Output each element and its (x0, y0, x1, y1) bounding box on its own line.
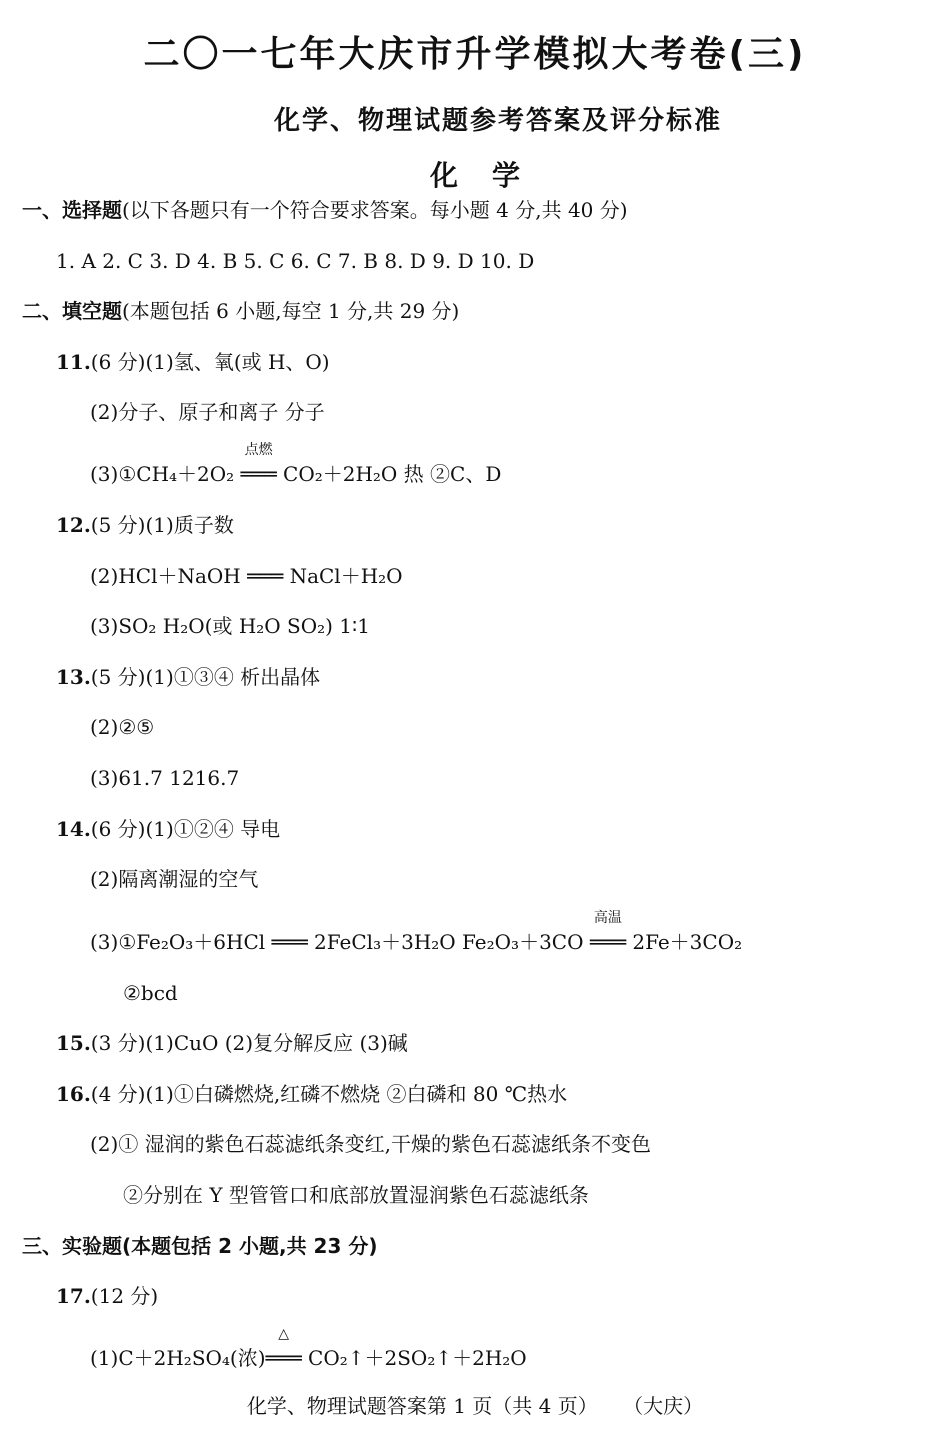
answer-text: (12 分) (90, 1284, 159, 1308)
question-12 (56, 513, 234, 537)
reaction-arrow (265, 1326, 302, 1370)
section-3-header (22, 1234, 377, 1258)
answer-text: (3 分)(1)CuO (2)复分解反应 (3)碱 (90, 1031, 408, 1055)
question-number: 16. (56, 1082, 91, 1106)
q16-part-2: (2)① 湿润的紫色石蕊滤纸条变红,干燥的紫色石蕊滤纸条不变色 (90, 1132, 652, 1156)
q13-part-2: (2)②⑤ (90, 715, 155, 739)
document-subtitle: 化学、物理试题参考答案及评分标准 (273, 106, 722, 136)
page-footer: 化学、物理试题答案第 1 页（共 4 页） （大庆） (246, 1394, 704, 1418)
answer-text: (6 分)(1)①②④ 导电 (90, 817, 281, 841)
equation-reactants: (1)C＋2H₂SO₄(浓) (90, 1346, 266, 1370)
q11-part-3 (90, 442, 502, 486)
question-15 (56, 1031, 408, 1055)
q14-part-3 (90, 910, 743, 954)
equals-sign: ═══ (265, 1346, 302, 1370)
subject-heading: 化学 (429, 159, 554, 192)
q13-part-3: (3)61.7 1216.7 (90, 766, 240, 790)
reaction-condition: △ (278, 1326, 289, 1342)
question-17 (56, 1284, 158, 1308)
q12-part-3: (3)SO₂ H₂O(或 H₂O SO₂) 1∶1 (90, 614, 370, 638)
answer-text: (5 分)(1)①③④ 析出晶体 (90, 665, 321, 689)
equals-sign: ═══ (271, 930, 308, 954)
equation-reactants: (3)①Fe₂O₃＋6HCl (90, 930, 272, 954)
question-13 (56, 665, 320, 689)
question-number: 15. (56, 1031, 91, 1055)
equals-sign: ═══ (589, 930, 626, 954)
equals-sign: ═══ (240, 462, 277, 486)
reaction-arrow (240, 442, 277, 486)
equation-reactants: (3)①CH₄＋2O₂ (90, 462, 241, 486)
section-2-note: (本题包括 6 小题,每空 1 分,共 29 分) (122, 299, 460, 323)
reaction-condition: 高温 (593, 910, 622, 926)
q12-part-2 (90, 564, 403, 588)
q16-part-2b: ②分别在 Y 型管管口和底部放置湿润紫色石蕊滤纸条 (123, 1183, 589, 1207)
answer-text: (5 分)(1)质子数 (90, 513, 234, 537)
equation-middle: 2FeCl₃＋3H₂O Fe₂O₃＋3CO (307, 930, 590, 954)
section-1-header (22, 198, 628, 222)
question-number: 17. (56, 1284, 91, 1308)
document-title: 二〇一七年大庆市升学模拟大考卷(三) (143, 34, 807, 75)
question-number: 12. (56, 513, 91, 537)
answer-text: (4 分)(1)①白磷燃烧,红磷不燃烧 ②白磷和 80 ℃热水 (90, 1082, 568, 1106)
equation-products: 2Fe＋3CO₂ (625, 930, 743, 954)
q11-part-2: (2)分子、原子和离子 分子 (90, 400, 325, 424)
question-14 (56, 817, 280, 841)
section-3-note: (本题包括 2 小题,共 23 分) (122, 1234, 378, 1258)
q17-part-1 (90, 1326, 527, 1370)
question-11 (56, 350, 330, 374)
q14-part-3b: ②bcd (123, 981, 178, 1005)
reaction-condition: 点燃 (244, 442, 273, 458)
equals-sign: ═══ (247, 564, 284, 588)
choice-answers: 1. A 2. C 3. D 4. B 5. C 6. C 7. B 8. D 9. D 10. D (56, 249, 535, 273)
answer-text: (6 分)(1)氢、氧(或 H、O) (90, 350, 330, 374)
section-2-header (22, 299, 459, 323)
question-number: 14. (56, 817, 91, 841)
reaction-arrow (589, 910, 626, 954)
q14-part-2: (2)隔离潮湿的空气 (90, 867, 259, 891)
section-3-title: 三、实验题 (22, 1234, 122, 1258)
question-number: 11. (56, 350, 91, 374)
section-1-note: (以下各题只有一个符合要求答案。每小题 4 分,共 40 分) (122, 198, 628, 222)
equation-products: CO₂＋2H₂O 热 ②C、D (276, 462, 502, 486)
section-2-title: 二、填空题 (22, 299, 122, 323)
equation-reactants: (2)HCl＋NaOH (90, 564, 248, 588)
question-number: 13. (56, 665, 91, 689)
equation-products: CO₂↑＋2SO₂↑＋2H₂O (301, 1346, 527, 1370)
equation-products: NaCl＋H₂O (283, 564, 403, 588)
section-1-title: 一、选择题 (22, 198, 122, 222)
question-16 (56, 1082, 567, 1106)
